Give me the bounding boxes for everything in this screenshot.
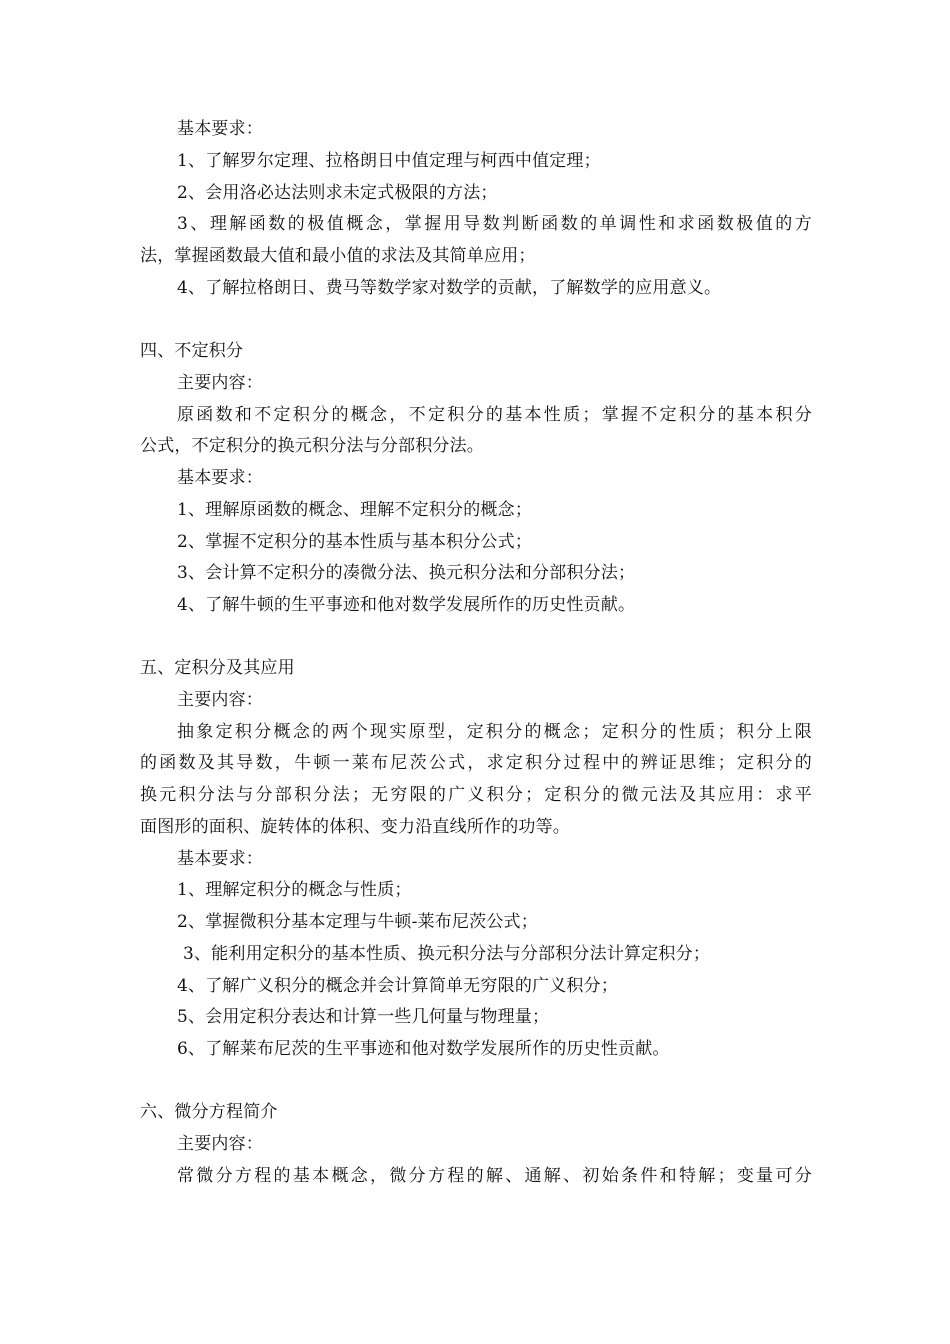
sec5-req-label: 基本要求：: [177, 849, 263, 869]
sec3-req-item-cont: 法，掌握函数最大值和最小值的求法及其简单应用；: [140, 246, 536, 266]
sec5-content-line: 的函数及其导数，牛顿一莱布尼茨公式，求定积分过程中的辨证思维；定积分的: [140, 753, 812, 773]
sec5-req-item: 4、了解广义积分的概念并会计算简单无穷限的广义积分；: [177, 976, 619, 996]
sec5-req-item: 3、能利用定积分的基本性质、换元积分法与分部积分法计算定积分；: [183, 944, 711, 964]
sec4-content-label: 主要内容：: [177, 373, 263, 393]
sec6-content-line: 常微分方程的基本概念，微分方程的解、通解、初始条件和特解；变量可分: [177, 1166, 812, 1186]
sec5-req-item: 6、了解莱布尼茨的生平事迹和他对数学发展所作的历史性贡献。: [177, 1039, 670, 1059]
sec5-content-line: 换元积分法与分部积分法；无穷限的广义积分；定积分的微元法及其应用：求平: [140, 785, 812, 805]
sec5-content-label: 主要内容：: [177, 690, 263, 710]
sec4-content-line: 公式，不定积分的换元积分法与分部积分法。: [140, 436, 484, 456]
sec6-content-label: 主要内容：: [177, 1134, 263, 1154]
sec6-title: 六、微分方程简介: [140, 1102, 278, 1122]
sec3-req-item: 1、了解罗尔定理、拉格朗日中值定理与柯西中值定理；: [177, 151, 601, 171]
sec3-req-item: 3、理解函数的极值概念，掌握用导数判断函数的单调性和求函数极值的方: [177, 214, 812, 234]
sec4-req-label: 基本要求：: [177, 468, 263, 488]
sec3-req-item: 4、了解拉格朗日、费马等数学家对数学的贡献，了解数学的应用意义。: [177, 278, 722, 298]
sec4-req-item: 3、会计算不定积分的凑微分法、换元积分法和分部积分法；: [177, 563, 636, 583]
sec5-title: 五、定积分及其应用: [140, 658, 295, 678]
sec3-req-item: 2、会用洛必达法则求未定式极限的方法；: [177, 183, 498, 203]
sec4-content-line: 原函数和不定积分的概念，不定积分的基本性质；掌握不定积分的基本积分: [177, 405, 812, 425]
sec4-req-item: 4、了解牛顿的生平事迹和他对数学发展所作的历史性贡献。: [177, 595, 636, 615]
sec5-req-item: 1、理解定积分的概念与性质；: [177, 880, 412, 900]
sec4-req-item: 1、理解原函数的概念、理解不定积分的概念；: [177, 500, 533, 520]
sec5-content-line: 抽象定积分概念的两个现实原型，定积分的概念；定积分的性质；积分上限: [177, 722, 812, 742]
sec5-req-item: 2、掌握微积分基本定理与牛顿-莱布尼茨公式；: [177, 912, 538, 932]
sec3-req-label: 基本要求：: [177, 119, 263, 139]
sec4-title: 四、不定积分: [140, 341, 244, 361]
sec5-content-line: 面图形的面积、旋转体的体积、变力沿直线所作的功等。: [140, 817, 570, 837]
sec4-req-item: 2、掌握不定积分的基本性质与基本积分公式；: [177, 532, 533, 552]
sec5-req-item: 5、会用定积分表达和计算一些几何量与物理量；: [177, 1007, 550, 1027]
